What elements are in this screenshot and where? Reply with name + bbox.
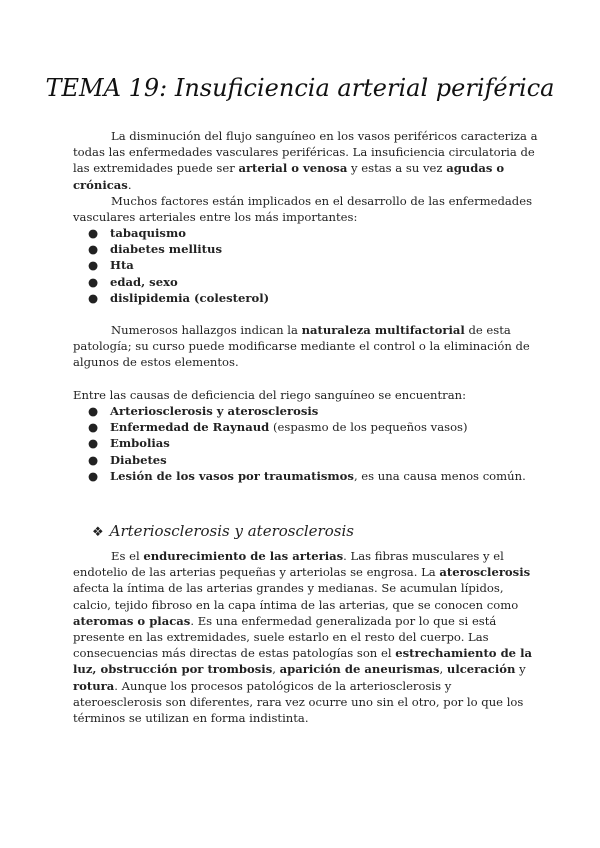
bullet-icon: ● <box>88 404 99 418</box>
bold-run: agudas o crónicas <box>73 161 505 192</box>
text-run: , <box>439 662 447 677</box>
text-run: y estas a su vez <box>347 161 447 176</box>
factors-list <box>88 225 538 306</box>
bold-run: ateromas o placas <box>73 613 191 628</box>
causes-list <box>88 403 538 484</box>
list-item-bold: Embolias <box>110 436 170 451</box>
factors-paragraph: Muchos factores están implicados en el desarrollo de las enfermedades vasculares arteriales entre los más importantes: <box>73 194 533 225</box>
list-item-text: tabaquismo <box>110 226 186 240</box>
text-run: . <box>127 177 132 192</box>
list-item-bold: Enfermedad de Raynaud <box>110 420 270 435</box>
list-item-text: diabetes mellitus <box>110 242 222 257</box>
bold-run: endurecimiento de las arterias <box>143 549 344 563</box>
bullet-icon: ● <box>88 226 99 240</box>
list-item <box>88 290 538 306</box>
text-run: Numerosos hallazgos indican la <box>111 323 302 337</box>
text-run: . Las fibras musculares y el endotelio de las arterias pequeñas y arteriolas se engrosa. La <box>73 549 504 580</box>
bullet-icon: ● <box>88 242 99 257</box>
list-item-text: , es una causa menos común. <box>353 468 526 483</box>
text-run: afecta la íntima de las arterias grandes y medianas. Se acumulan lípidos, calcio, tejido fibroso en la capa íntima de las arterias, que se conocen como <box>73 581 519 612</box>
bold-run: aterosclerosis <box>439 565 531 580</box>
list-item <box>88 257 538 273</box>
causes-intro: Entre las causas de deficiencia del riego sanguíneo se encuentran: <box>73 388 467 402</box>
text-run: . Aunque los procesos patológicos de la arteriosclerosis y ateroesclerosis son diferentes, rara vez ocurre uno sin el otro, por lo que los términos se utilizan en forma indistinta. <box>73 678 524 726</box>
list-item <box>88 452 538 468</box>
bullet-icon: ● <box>88 258 99 273</box>
list-item-bold: Arteriosclerosis y aterosclerosis <box>110 404 319 418</box>
intro-paragraph <box>73 128 543 193</box>
text-run: de esta patología; su curso puede modificarse mediante el control o la eliminación de algunos de estos elementos. <box>73 323 530 370</box>
multifactorial-paragraph <box>73 322 543 371</box>
list-item-text: dislipidemia (colesterol) <box>110 290 270 305</box>
page-title: TEMA 19: Insuficiencia arterial periférica <box>45 74 555 102</box>
list-item <box>88 403 538 419</box>
list-item <box>88 435 538 451</box>
list-item <box>88 274 538 290</box>
bullet-icon: ● <box>88 452 99 467</box>
text-run: y <box>515 662 526 677</box>
list-item-text: edad, sexo <box>110 274 178 289</box>
bullet-icon: ● <box>88 468 99 483</box>
bold-run: estrechamiento de la luz, obstrucción por trombosis <box>73 646 533 677</box>
bullet-icon: ● <box>88 274 99 289</box>
list-item-text: Hta <box>110 258 134 273</box>
list-item <box>88 241 538 257</box>
list-item-text: (espasmo de los pequeños vasos) <box>269 420 468 435</box>
bold-run: ulceración <box>446 662 516 677</box>
arteriosclerosis-paragraph <box>73 548 543 726</box>
bold-run: naturaleza multifactorial <box>301 323 465 337</box>
bold-run: aparición de aneurismas <box>279 662 440 677</box>
text-run: La disminución del flujo sanguíneo en los vasos periféricos caracteriza a todas las enfermedades vasculares periféricas. La insuficiencia circulatoria de las extremidades puede ser <box>73 129 538 176</box>
bold-run: arterial o venosa <box>238 161 348 176</box>
bullet-icon: ● <box>88 420 99 435</box>
bold-run: rotura <box>73 678 115 693</box>
section-heading-text: Arteriosclerosis y aterosclerosis <box>109 522 354 540</box>
text-run: , <box>272 662 280 677</box>
section-heading <box>92 522 354 540</box>
bullet-icon: ● <box>88 436 99 451</box>
list-item <box>88 225 538 241</box>
diamond-bullet-icon: ❖ <box>92 525 104 540</box>
list-item-bold: Lesión de los vasos por traumatismos <box>110 468 354 483</box>
list-item <box>88 468 538 484</box>
text-run: Es el <box>111 549 144 563</box>
list-item <box>88 419 538 435</box>
list-item-bold: Diabetes <box>110 452 167 467</box>
text-run: . Es una enfermedad generalizada por lo que si está presente en las extremidades, suele estarlo en el resto del cuerpo. Las consecuencias más directas de estas patologías son el <box>73 613 497 661</box>
bullet-icon: ● <box>88 290 99 305</box>
